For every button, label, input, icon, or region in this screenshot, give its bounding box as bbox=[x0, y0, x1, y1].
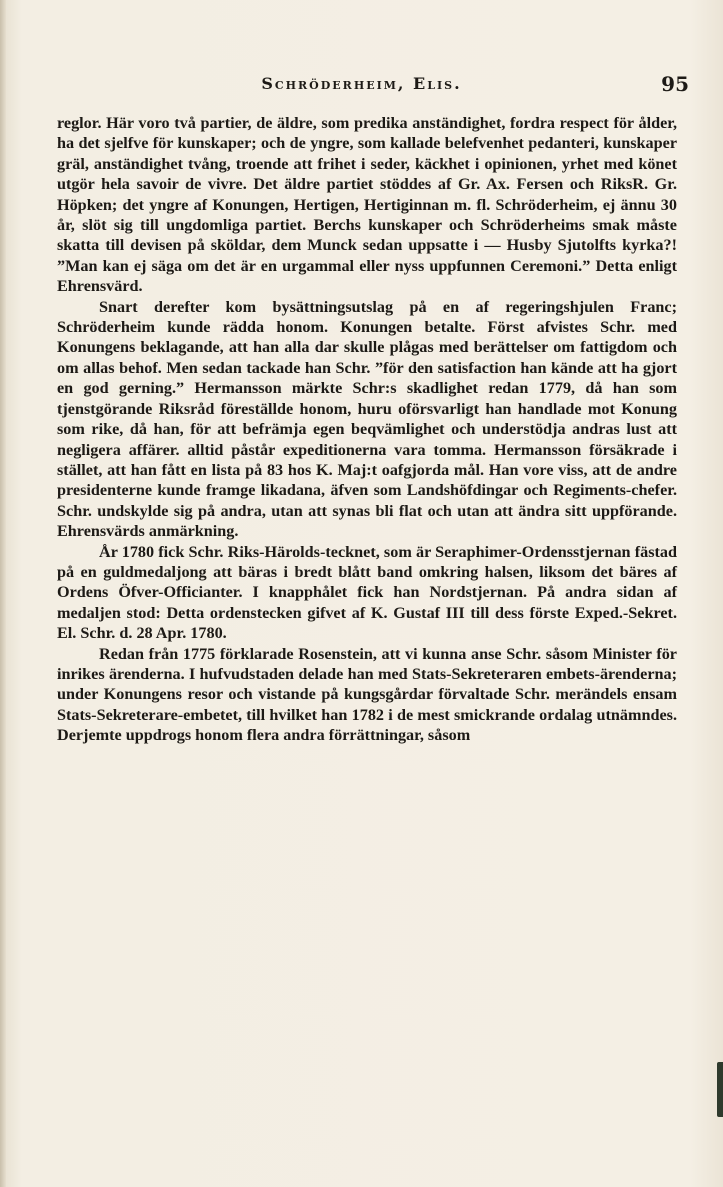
paragraph-2: Snart derefter kom bysättningsutslag på en af regeringshjulen Franc; Schröderheim kunde rädda honom. Konungen betalte. Först afvistes Schr. med Konungens beklagande, att han alla dar skulle plågas med berättelser om fattigdom och om allas behof. Men sedan tackade han Schr. ”för den satisfaction han kände att ha gjort en god gerning.” Hermansson märkte Schr:s skadlighet redan 1779, då han som tjenstgörande Riksråd föreställde honom, huru oförsvarligt han handlade mot Konung som rike, då han, för att befrämja egen beqvämlighet och understödja andras lust att negligera affärer. alltid påstår expeditionerna vara tomma. Hermansson försäkrade i stället, att han fått en lista på 83 hos K. Maj:t oafgjorda mål. Han vore viss, att de andre presidenterne kunde framge likadana, äfven som Landshöfdingar och Regiments-chefer. Schr. undskylde sig på andra, utan att synas bli flat och utan att ändra sitt uppförande. Ehrensvärds anmärkning. bbox=[57, 297, 677, 541]
body-text bbox=[57, 113, 677, 746]
page-binding-edge bbox=[0, 0, 6, 1187]
paragraph-3: År 1780 fick Schr. Riks-Härolds-tecknet, som är Seraphimer-Ordensstjernan fästad på en guldmedaljong att bäras i bredt blått band omkring halsen, liksom det bäres af Ordens Öfver-Officianter. I knapphålet fick han Nordstjernan. På andra sidan af medaljen stod: Detta ordenstecken gifvet af K. Gustaf III till dess förste Exped.-Sekret. El. Schr. d. 28 Apr. 1780. bbox=[57, 542, 677, 643]
page-number: 95 bbox=[661, 72, 689, 96]
paragraph-1: reglor. Här voro två partier, de äldre, som predika anständighet, fordra respect för ålder, ha det sjelfve för kunskaper; och de yngre, som kallade belefvenhet pedanteri, kunskaper gräl, anständighet tvång, troende att frihet i seder, käckhet i opinionen, yrhet med könet utgör hela savoir de vivre. Det äldre partiet stöddes af Gr. Ax. Fersen och RiksR. Gr. Höpken; det yngre af Konungen, Hertigen, Hertiginnan m. fl. Schröderheim, ej ännu 30 år, slöt sig till ungdomliga partiet. Berchs kunskaper och Schröderheims smak måste skatta till devisen på sköldar, dem Munck sedan uppsatte i — Husby Sjutolfts kyrka?! ”Man kan ej säga om det är en urgammal eller nyss uppfunnen Ceremoni.” Detta enligt Ehrensvärd. bbox=[57, 114, 677, 296]
running-head: Schröderheim, Elis. bbox=[261, 74, 462, 93]
edge-smudge bbox=[717, 1062, 723, 1117]
paragraph-4: Redan från 1775 förklarade Rosenstein, att vi kunna anse Schr. såsom Minister för inrikes ärenderna. I hufvudstaden delade han med Stats-Sekreteraren embets-ärenderna; under Konungens resor och vistande på kungsgårdar förvaltade Schr. merändels ensam Stats-Sekreterare-embetet, till hvilket han 1782 i de mest smickrande ordalag utnämndes. Derjemte uppdrogs honom flera andra förrättningar, såsom bbox=[57, 644, 677, 745]
page-header bbox=[0, 72, 723, 96]
